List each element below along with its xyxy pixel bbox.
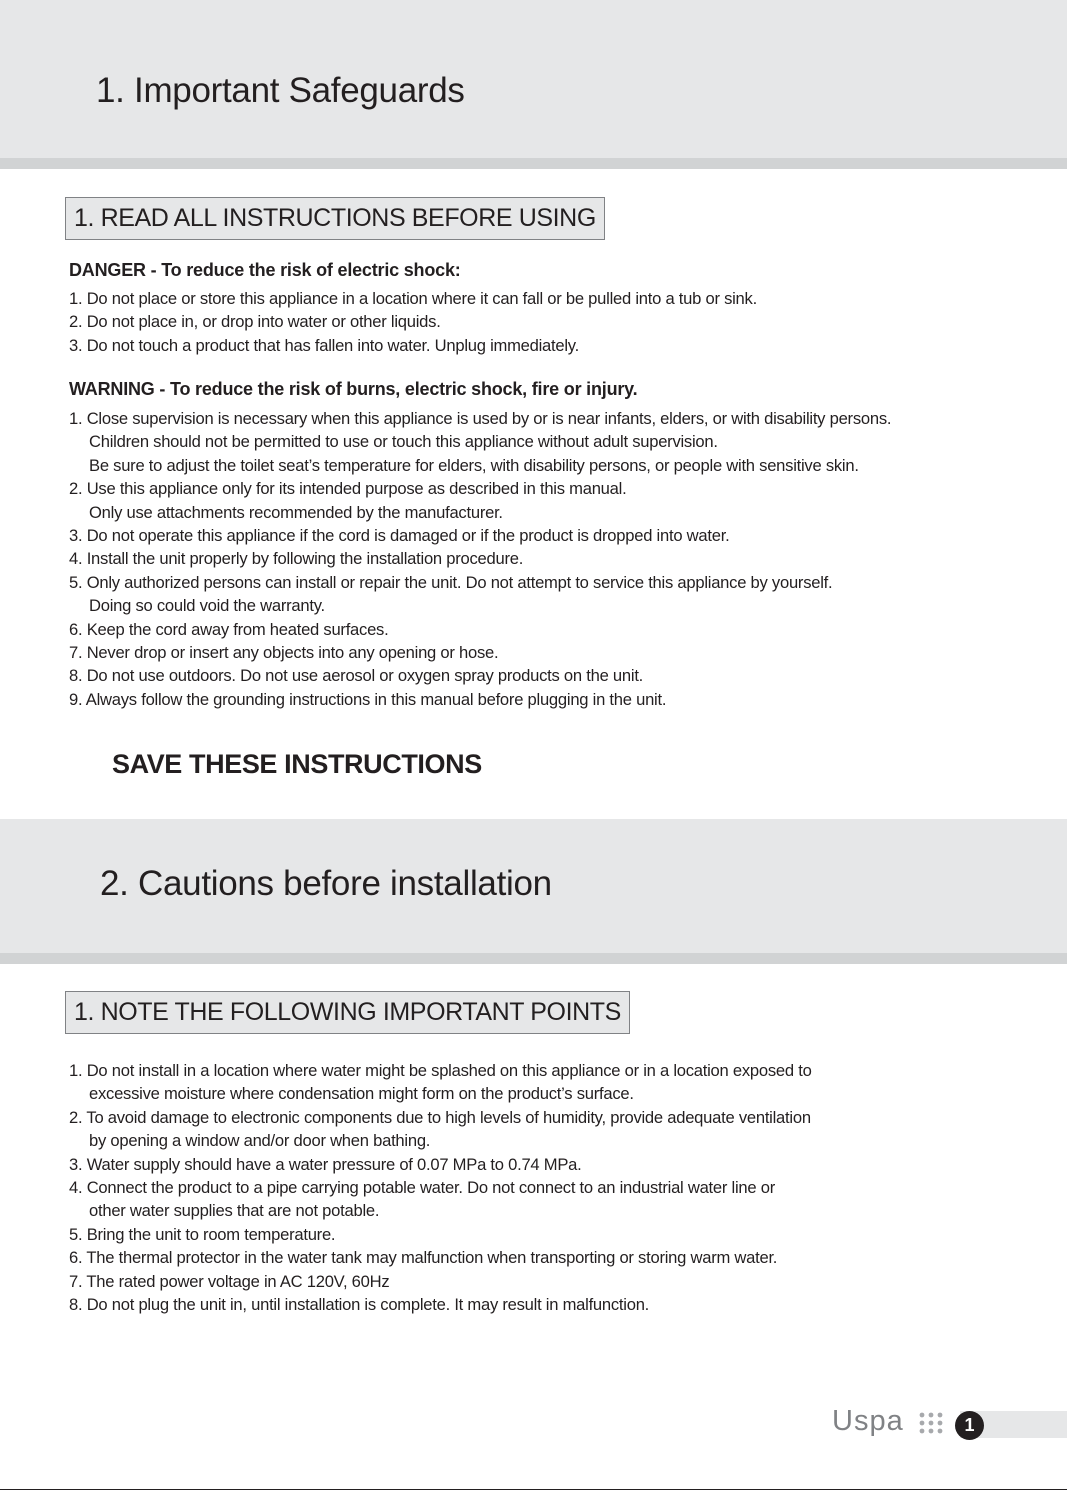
points-list <box>69 1059 812 1316</box>
list-item: 6. Keep the cord away from heated surfaces. <box>69 619 389 639</box>
list-item: 2. To avoid damage to electronic components due to high levels of humidity, provide adequate ventilation <box>69 1107 811 1127</box>
list-item-continuation: excessive moisture where condensation might form on the product’s surface. <box>89 1084 634 1104</box>
list-item: 2. Use this appliance only for its intended purpose as described in this manual. <box>69 479 627 499</box>
section-1-band <box>0 0 1067 158</box>
section-2-subheading: 1. NOTE THE FOLLOWING IMPORTANT POINTS <box>65 991 630 1034</box>
section-2-title: 2. Cautions before installation <box>100 864 552 903</box>
warning-heading: WARNING - To reduce the risk of burns, electric shock, fire or injury. <box>69 379 638 399</box>
danger-list <box>69 287 757 357</box>
list-item-continuation: Be sure to adjust the toilet seat’s temperature for elders, with disability persons, or people with sensitive skin. <box>89 455 859 475</box>
list-item: 3. Water supply should have a water pressure of 0.07 MPa to 0.74 MPa. <box>69 1154 582 1174</box>
list-item: 3. Do not touch a product that has fallen into water. Unplug immediately. <box>69 335 579 355</box>
list-item: 8. Do not use outdoors. Do not use aerosol or oxygen spray products on the unit. <box>69 666 644 686</box>
list-item: 5. Only authorized persons can install or repair the unit. Do not attempt to service this appliance by yourself. <box>69 572 833 592</box>
list-item-continuation: Only use attachments recommended by the manufacturer. <box>89 502 503 522</box>
list-item: 5. Bring the unit to room temperature. <box>69 1224 336 1244</box>
section-1-title: 1. Important Safeguards <box>96 71 465 110</box>
bottom-rule <box>0 1489 1067 1490</box>
section-2-band-strip <box>0 953 1067 964</box>
page-number-badge: 1 <box>955 1411 984 1440</box>
section-1-band-strip <box>0 158 1067 169</box>
list-item: 1. Do not install in a location where water might be splashed on this appliance or in a location exposed to <box>69 1061 812 1080</box>
list-item: 6. The thermal protector in the water tank may malfunction when transporting or storing warm water. <box>69 1248 778 1268</box>
list-item-continuation: by opening a window and/or door when bathing. <box>89 1131 431 1151</box>
list-item-continuation: Doing so could void the warranty. <box>89 596 325 616</box>
danger-heading: DANGER - To reduce the risk of electric shock: <box>69 260 461 280</box>
list-item-continuation: other water supplies that are not potable. <box>89 1201 380 1221</box>
list-item: 2. Do not place in, or drop into water or other liquids. <box>69 312 441 332</box>
list-item: 1. Do not place or store this appliance in a location where it can fall or be pulled into a tub or sink. <box>69 289 757 308</box>
list-item: 9. Always follow the grounding instructions in this manual before plugging in the unit. <box>69 689 667 709</box>
list-item: 8. Do not plug the unit in, until installation is complete. It may result in malfunction. <box>69 1295 650 1315</box>
dot-grid-icon <box>918 1411 944 1435</box>
brand-logo: Uspa <box>832 1405 904 1437</box>
list-item: 7. Never drop or insert any objects into any opening or hose. <box>69 643 499 663</box>
list-item: 7. The rated power voltage in AC 120V, 60Hz <box>69 1271 390 1291</box>
list-item: 3. Do not operate this appliance if the cord is damaged or if the product is dropped into water. <box>69 526 730 546</box>
list-item-continuation: Children should not be permitted to use or touch this appliance without adult supervision. <box>89 432 718 452</box>
list-item: 4. Connect the product to a pipe carrying potable water. Do not connect to an industrial water line or <box>69 1178 775 1198</box>
save-instructions-text: SAVE THESE INSTRUCTIONS <box>112 749 482 779</box>
warning-list <box>69 407 891 711</box>
list-item: 1. Close supervision is necessary when this appliance is used by or is near infants, elders, or with disability persons. <box>69 409 892 428</box>
section-2-band <box>0 819 1067 953</box>
section-1-subheading: 1. READ ALL INSTRUCTIONS BEFORE USING <box>65 197 605 240</box>
list-item: 4. Install the unit properly by following the installation procedure. <box>69 549 524 569</box>
